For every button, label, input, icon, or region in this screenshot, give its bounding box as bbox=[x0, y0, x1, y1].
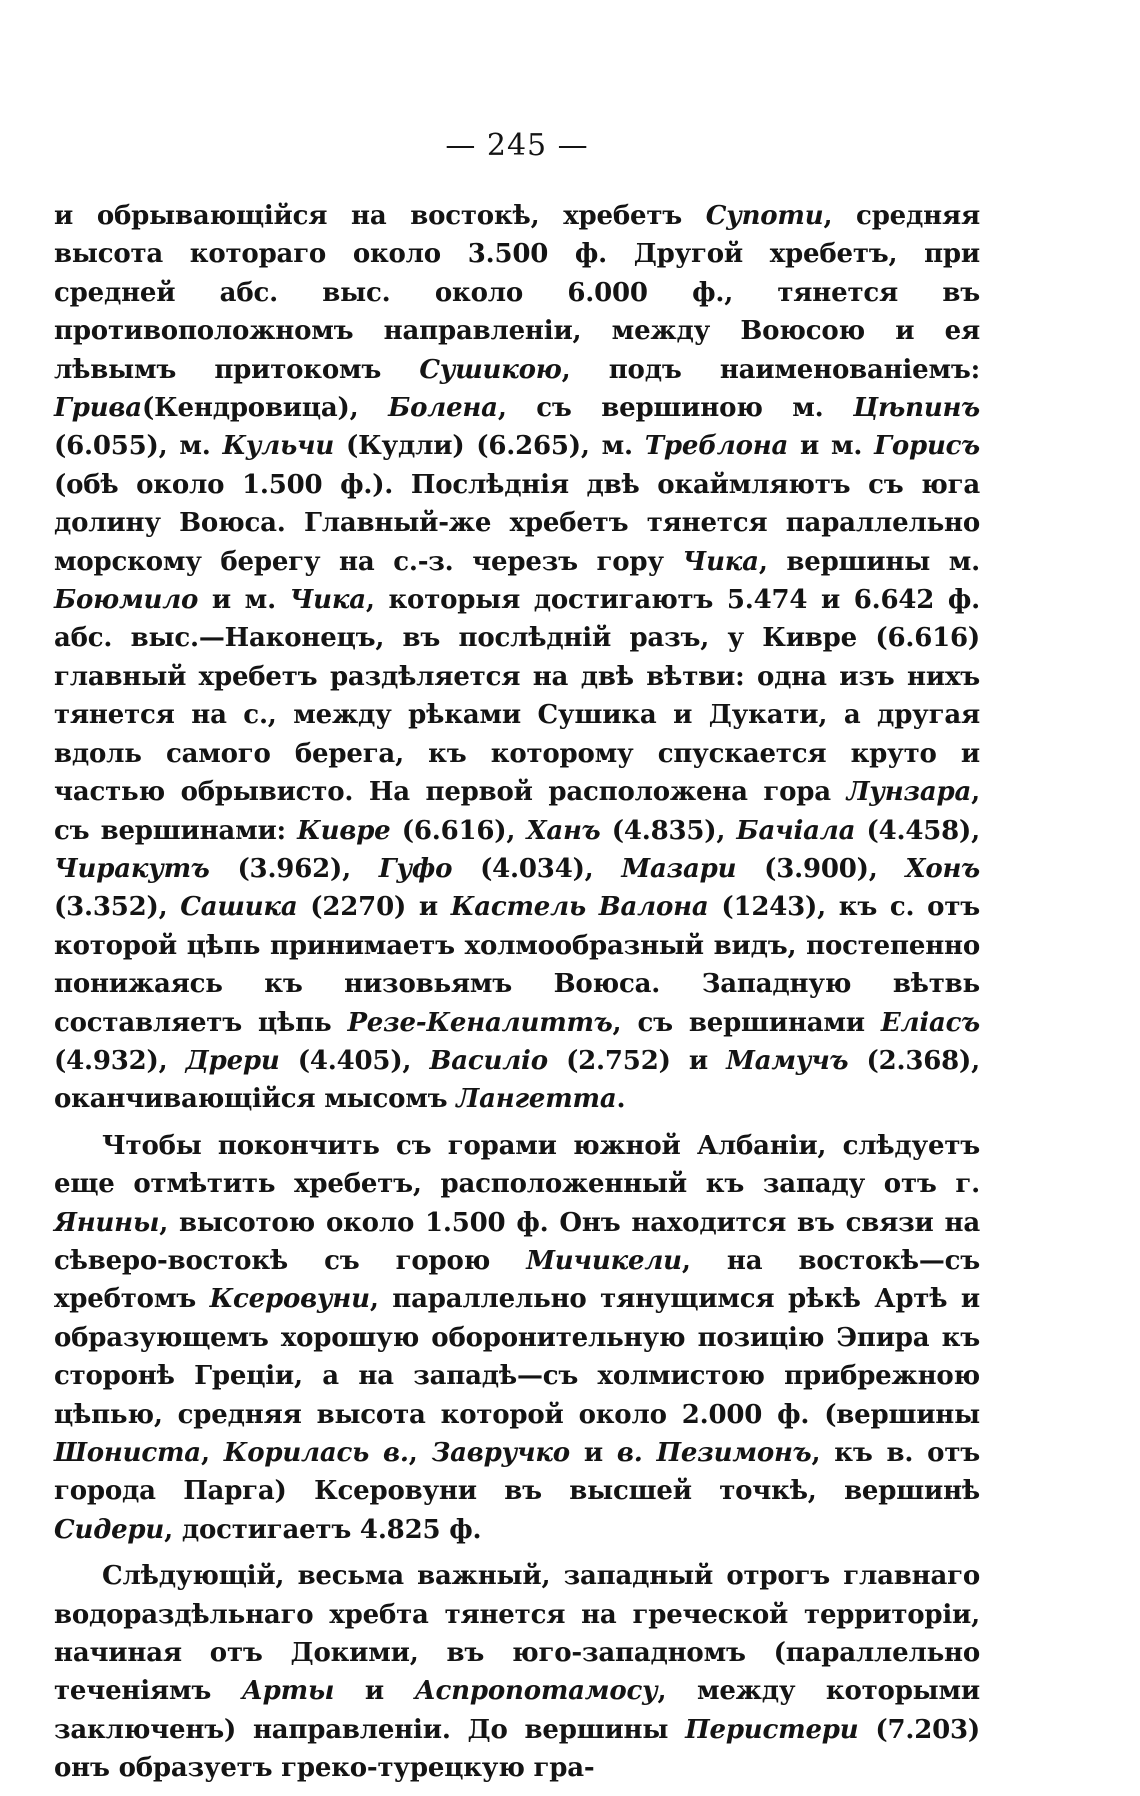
place-name: Сашика bbox=[180, 892, 298, 923]
text-run: (4.458), bbox=[855, 815, 980, 846]
text-run: , съ вершинами bbox=[612, 1007, 881, 1038]
text-run: (2.368), оканчивающійся мысомъ bbox=[54, 1045, 981, 1115]
text-run: (4.932), bbox=[54, 1045, 186, 1076]
place-name: Чика bbox=[682, 546, 759, 577]
page-number: — 245 — bbox=[445, 128, 589, 163]
text-run: , къ в. отъ города Парга) Ксеровуни въ высшей точкѣ, вершинѣ bbox=[54, 1438, 980, 1507]
place-name: Лангетта bbox=[456, 1084, 617, 1115]
text-run: и bbox=[569, 1438, 617, 1468]
text-run: (4.405), bbox=[279, 1045, 430, 1076]
text-run: , средняя высота котораго около 3.500 ф. Другой хребетъ, при средней абс. выс. около 6.000 ф., тянется въ противоположномъ направленіи, между Воюсою и ея лѣвымъ притокомъ bbox=[54, 201, 980, 385]
place-name: Лунзара bbox=[846, 777, 972, 808]
place-name: в. Пезимонъ bbox=[616, 1438, 812, 1468]
text-run: , высотою около 1.500 ф. Онъ находится въ связи на сѣверо-востокѣ съ горою bbox=[54, 1207, 980, 1276]
book-page bbox=[54, 128, 980, 1796]
text-run: (2270) и bbox=[297, 892, 451, 923]
text-run: , на востокѣ—съ хребтомъ bbox=[54, 1245, 980, 1315]
place-name: Янины bbox=[54, 1207, 160, 1238]
place-name: Дрери bbox=[185, 1045, 280, 1076]
place-name: Кульчи bbox=[222, 431, 335, 462]
place-name: Бачіала bbox=[736, 815, 856, 846]
place-name: Чика bbox=[289, 585, 366, 616]
place-name: Кивре bbox=[297, 815, 391, 846]
text-run: , вершины м. bbox=[758, 546, 980, 577]
place-name: Василіо bbox=[429, 1045, 548, 1076]
text-run: , bbox=[200, 1438, 224, 1468]
place-name: Ксеровуни bbox=[209, 1284, 370, 1315]
text-run: , параллельно тянущимся рѣкѣ Артѣ и образующемъ хорошую оборонительную позицію Эпира къ сторонѣ Греціи, а на западѣ—съ холмистою прибрежною цѣпью, средняя высота которой около 2.000 ф. (вершины bbox=[54, 1284, 980, 1430]
place-name: Перистери bbox=[685, 1714, 859, 1745]
place-name: Чиракутъ bbox=[54, 853, 210, 884]
paragraph-1 bbox=[54, 197, 980, 1119]
place-name: Хонъ bbox=[905, 853, 980, 884]
text-run: (обѣ около 1.500 ф.). Послѣднія двѣ окаймляютъ съ юга долину Воюса. Главный-же хребетъ тянется параллельно морскому берегу на с.-з. черезъ гору bbox=[54, 469, 980, 577]
paragraph-2 bbox=[54, 1127, 980, 1549]
place-name: Горисъ bbox=[874, 431, 980, 462]
text-run: (4.034), bbox=[452, 853, 622, 884]
text-run: (Кендровица), bbox=[141, 393, 389, 424]
place-name: Гуфо bbox=[378, 853, 453, 884]
text-run: и м. bbox=[198, 585, 290, 616]
text-run: , подъ наименованіемъ: bbox=[561, 354, 980, 385]
text-run: и м. bbox=[788, 431, 875, 462]
place-name: Болена bbox=[388, 393, 498, 424]
text-run: , съ вершиною м. bbox=[497, 393, 854, 424]
place-name: Мазари bbox=[621, 853, 737, 884]
text-run: (6.616), bbox=[390, 815, 527, 846]
text-run: (2.752) и bbox=[547, 1045, 727, 1076]
text-run: и обрывающійся на востокѣ, хребетъ bbox=[54, 201, 706, 231]
place-name: Шониста bbox=[54, 1438, 201, 1468]
text-run: Слѣдующій, весьма важный, западный отрогъ главнаго водораздѣльнаго хребта тянется на греческой территоріи, начиная отъ Докими, въ юго-западномъ (параллельно теченіямъ bbox=[54, 1561, 980, 1707]
place-name: Сидери bbox=[54, 1514, 165, 1545]
place-name: Сушикою bbox=[419, 354, 562, 385]
place-name: Корилась в. bbox=[223, 1438, 409, 1468]
place-name: Аспропотамосу bbox=[414, 1676, 658, 1707]
place-name: Ханъ bbox=[526, 815, 601, 846]
place-name: Резе-Кеналиттъ bbox=[347, 1007, 613, 1038]
place-name: Боюмило bbox=[54, 585, 199, 616]
text-run: Чтобы покончить съ горами южной Албаніи, слѣдуетъ еще отмѣтить хребетъ, расположенный къ западу отъ г. bbox=[54, 1130, 980, 1200]
text-run: (1243), къ с. отъ которой цѣпь принимаетъ холмообразный видъ, постепенно понижаясь къ низовьямъ Воюса. Западную вѣтвь составляетъ цѣпь bbox=[54, 892, 980, 1038]
place-name: Треблона bbox=[644, 431, 789, 462]
text-run: (Кудли) (6.265), м. bbox=[334, 431, 645, 462]
text-run: (6.055), м. bbox=[54, 431, 223, 462]
place-name: Завручко bbox=[431, 1438, 570, 1468]
text-run: , между которыми заключенъ) направленіи. До вершины bbox=[54, 1676, 981, 1745]
paragraph-3 bbox=[54, 1557, 980, 1787]
text-run: (3.900), bbox=[736, 853, 906, 884]
text-run: (3.962), bbox=[209, 853, 379, 884]
text-run: , которыя достигаютъ 5.474 и 6.642 ф. абс. выс.—Наконецъ, въ послѣдній разъ, у Кивре (6.616) главный хребетъ раздѣляется на двѣ вѣтви: одна изъ нихъ тянется на с., между рѣками Сушика и Дукати, а другая вдоль самого берега, къ которому спускается круто и частью обрывисто. На первой расположена гора bbox=[54, 585, 980, 808]
place-name: Арты bbox=[241, 1676, 335, 1707]
place-name: Мамучъ bbox=[726, 1045, 849, 1076]
text-run: , достигаетъ 4.825 ф. bbox=[164, 1514, 482, 1545]
place-name: Мичикели bbox=[526, 1245, 682, 1276]
place-name: Кастель Валона bbox=[450, 892, 709, 923]
text-run: (7.203) онъ образуетъ греко-турецкую гра- bbox=[54, 1714, 980, 1784]
text-run: . bbox=[616, 1084, 626, 1115]
place-name: Грива bbox=[54, 393, 142, 424]
place-name: Супоти bbox=[705, 201, 824, 231]
text-run: (3.352), bbox=[54, 892, 181, 923]
text-run: (4.835), bbox=[600, 815, 737, 846]
text-run: и bbox=[334, 1676, 415, 1707]
place-name: Еліасъ bbox=[880, 1007, 980, 1038]
place-name: Цѣпинъ bbox=[853, 393, 980, 424]
text-run: , съ вершинами: bbox=[54, 777, 980, 846]
text-run: , bbox=[408, 1438, 432, 1468]
